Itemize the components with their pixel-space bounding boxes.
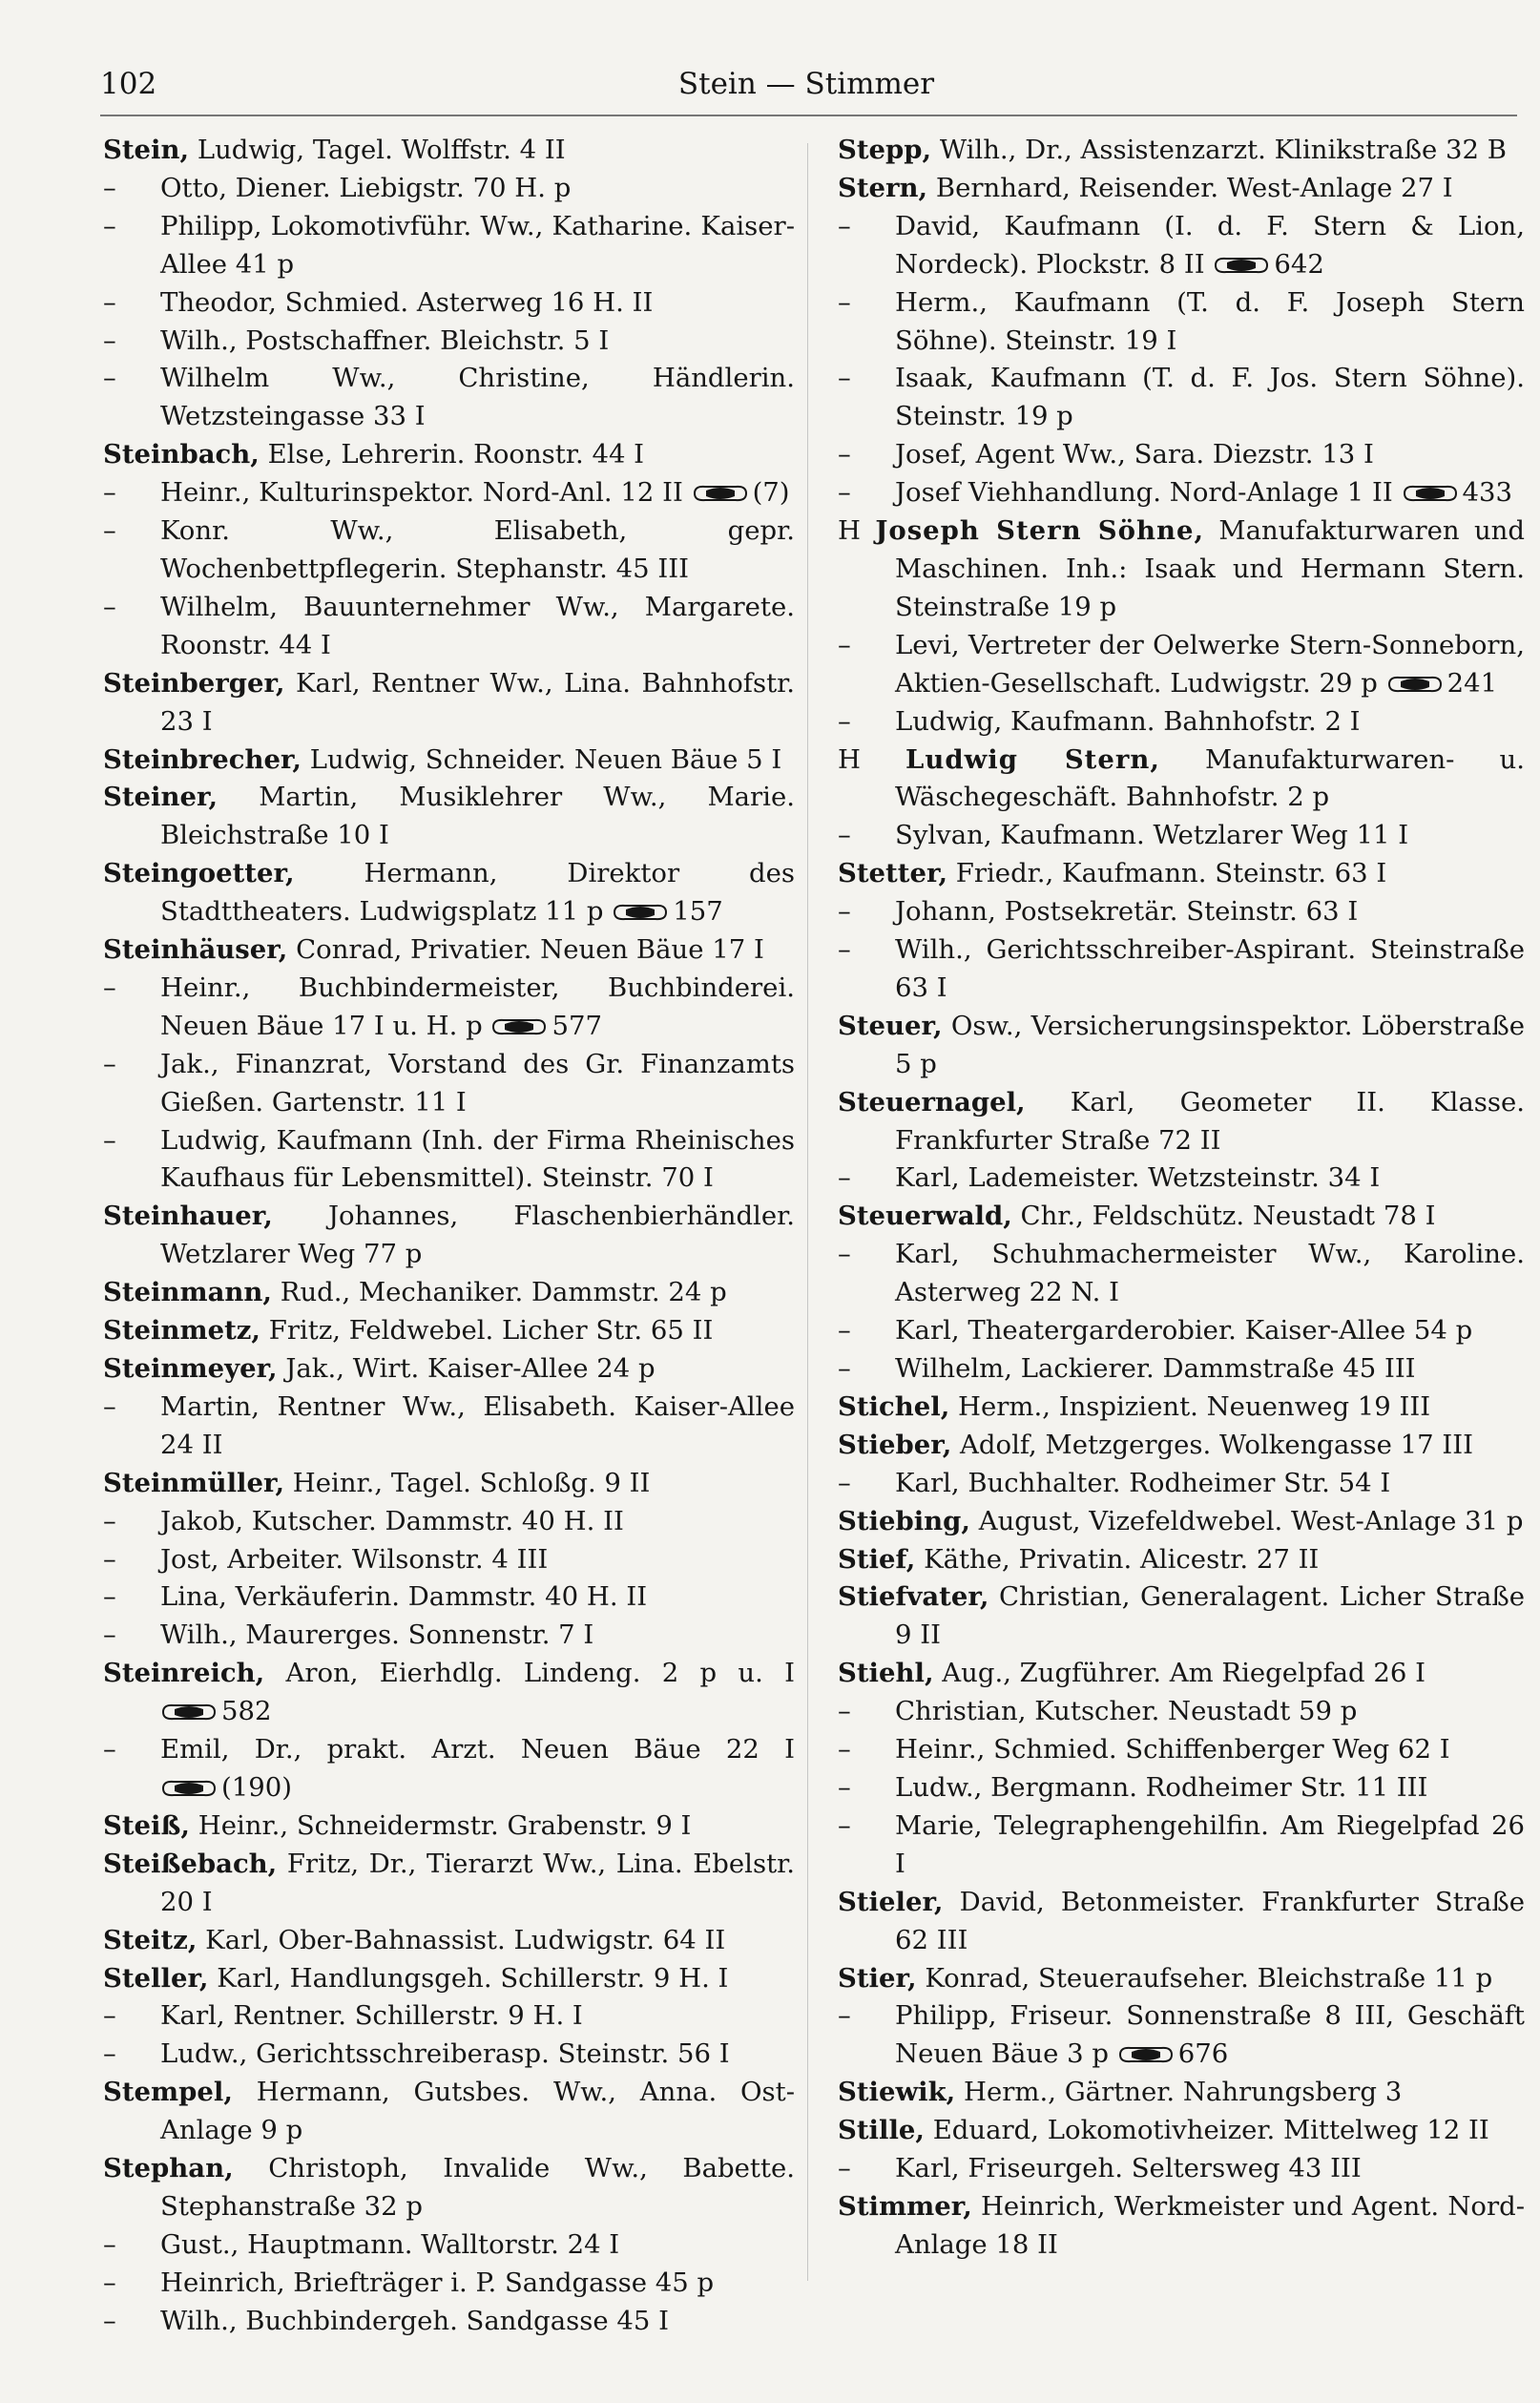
entry-details: Lina, Verkäuferin. Dammstr. 40 H. II <box>160 1581 648 1613</box>
directory-entry <box>838 1008 1525 1084</box>
phone-number-text: (190) <box>221 1771 292 1803</box>
entry-details: Gust., Hauptmann. Walltorstr. 24 I <box>160 2228 620 2260</box>
entry-details: David, Kaufmann (I. d. F. Stern & Lion, Nordeck). Plockstr. 8 II <box>895 210 1525 280</box>
ditto-dash: – <box>838 1315 851 1347</box>
entry-surname: Stiefvater, <box>838 1581 989 1613</box>
entry-details: Josef Viehhandlung. Nord-Anlage 1 II <box>895 477 1393 509</box>
directory-entry <box>838 1389 1525 1427</box>
entry-surname: Stichel, <box>838 1390 950 1422</box>
directory-entry <box>103 1541 795 1579</box>
entry-details: Conrad, Privatier. Neuen Bäue 17 I <box>296 934 764 966</box>
directory-entry <box>103 1960 795 1998</box>
ditto-dash: – <box>103 1505 116 1536</box>
directory-entry <box>103 665 795 742</box>
telephone-symbol-icon <box>612 902 669 923</box>
ditto-dash: – <box>103 2228 116 2260</box>
entry-surname: Stimmer, <box>838 2190 972 2222</box>
directory-entry <box>103 931 795 970</box>
entry-details: Jak., Wirt. Kaiser-Allee 24 p <box>285 1353 656 1384</box>
directory-entry <box>103 1997 795 2036</box>
entry-details: Aug., Zugführer. Am Riegelpfad 26 I <box>942 1658 1426 1689</box>
phone-number <box>612 896 723 927</box>
entry-details: Friedr., Kaufmann. Steinstr. 63 I <box>955 858 1387 889</box>
entry-details: Ludwig, Kaufmann. Bahnhofstr. 2 I <box>895 705 1361 737</box>
directory-entry <box>838 1655 1525 1693</box>
entry-details: Else, Lehrerin. Roonstr. 44 I <box>267 439 645 470</box>
directory-entry <box>103 1617 795 1655</box>
entry-surname: Steiner, <box>103 782 219 813</box>
directory-entry <box>838 703 1525 742</box>
entry-details: Jak., Finanzrat, Vorstand des Gr. Finanzamts Gießen. Gartenstr. 11 I <box>160 1048 795 1118</box>
ditto-dash: – <box>103 1619 116 1651</box>
directory-entry <box>838 1769 1525 1807</box>
entry-details: Heinr., Schmied. Schiffenberger Weg 62 I <box>895 1734 1450 1766</box>
entry-surname: Steinbrecher, <box>103 743 302 775</box>
ditto-dash: – <box>103 1124 116 1156</box>
entry-surname: Steitz, <box>103 1924 198 1955</box>
directory-entry <box>103 1465 795 1503</box>
ditto-dash: – <box>838 1696 851 1727</box>
entry-details: Otto, Diener. Liebigstr. 70 H. p <box>160 172 572 203</box>
ditto-dash: – <box>838 896 851 928</box>
ditto-dash: – <box>838 477 851 509</box>
entry-surname: Steinmann, <box>103 1277 272 1308</box>
entry-details: Heinr., Schneidermstr. Grabenstr. 9 I <box>198 1809 692 1841</box>
page-number: 102 <box>100 67 157 101</box>
entry-details: Johann, Postsekretär. Steinstr. 63 I <box>895 896 1359 928</box>
directory-entry <box>838 1693 1525 1731</box>
entry-details: Christian, Generalagent. Licher Straße 9 II <box>895 1581 1525 1651</box>
directory-entry <box>103 474 795 512</box>
entry-details: Karl, Ober-Bahnassist. Ludwigstr. 64 II <box>205 1924 726 1955</box>
directory-entry <box>838 855 1525 893</box>
ditto-dash: – <box>103 477 116 509</box>
phone-number <box>490 1011 602 1041</box>
page-header <box>100 67 1512 113</box>
entry-surname: Stetter, <box>838 858 948 889</box>
entry-surname: Stein, <box>103 135 190 165</box>
directory-entry <box>838 931 1525 1008</box>
entry-details: Karl, Schuhmachermeister Ww., Karoline. Asterweg 22 N. I <box>895 1239 1525 1308</box>
telephone-symbol-icon <box>1117 2044 1175 2065</box>
entry-surname: Steuerwald, <box>838 1201 1012 1232</box>
directory-entry <box>838 512 1525 627</box>
ditto-dash: – <box>103 2305 116 2336</box>
phone-number-text: 157 <box>673 896 723 928</box>
directory-entry <box>838 1312 1525 1350</box>
directory-entry <box>103 360 795 436</box>
entry-surname: Steuer, <box>838 1010 943 1041</box>
entry-details: Wilh., Postschaffner. Bleichstr. 5 I <box>160 324 610 356</box>
ditto-dash: – <box>838 439 851 470</box>
entry-surname: Stiebing, <box>838 1505 970 1536</box>
ditto-dash: – <box>103 972 116 1003</box>
entry-surname: Steingoetter, <box>103 858 295 889</box>
directory-entry <box>838 1807 1525 1884</box>
entry-surname: Stern, <box>838 172 928 203</box>
directory-entry <box>838 2112 1525 2150</box>
ditto-dash: – <box>103 286 116 318</box>
ditto-dash: – <box>838 1809 851 1841</box>
directory-entry <box>103 1312 795 1350</box>
ditto-dash: – <box>103 2267 116 2298</box>
entry-surname: Stier, <box>838 1962 917 1994</box>
entry-details: Josef, Agent Ww., Sara. Diezstr. 13 I <box>895 439 1374 470</box>
entry-details: Martin, Rentner Ww., Elisabeth. Kaiser-Allee 24 II <box>160 1390 795 1460</box>
entry-details: Wilh., Dr., Assistenzarzt. Klinikstraße 32 B <box>939 135 1507 165</box>
ditto-dash: – <box>103 210 116 241</box>
ditto-dash: – <box>103 363 116 394</box>
entry-details: Rud., Mechaniker. Dammstr. 24 p <box>280 1277 727 1308</box>
entry-surname: Steinberger, <box>103 667 285 699</box>
entry-details: Osw., Versicherungsinspektor. Löberstraße 5 p <box>895 1010 1525 1079</box>
directory-entry <box>103 742 795 780</box>
entry-details: Jost, Arbeiter. Wilsonstr. 4 III <box>160 1543 549 1575</box>
entry-details: Philipp, Friseur. Sonnenstraße 8 III, Geschäft Neuen Bäue 3 p <box>895 2000 1525 2070</box>
directory-entry <box>103 1846 795 1922</box>
entry-details: Heinrich, Briefträger i. P. Sandgasse 45 p <box>160 2267 715 2298</box>
directory-entry <box>838 284 1525 361</box>
directory-entry <box>103 589 795 665</box>
directory-entry <box>838 1503 1525 1541</box>
entry-details: Manufakturwaren und Maschinen. Inh.: Isaak und Hermann Stern. Steinstraße 19 p <box>895 515 1525 622</box>
ditto-dash: – <box>103 172 116 203</box>
phone-number <box>1213 249 1324 280</box>
entry-details: August, Vizefeldwebel. West-Anlage 31 p <box>978 1505 1524 1536</box>
telephone-symbol-icon <box>160 1702 218 1723</box>
phone-number-text: (7) <box>752 477 790 509</box>
entry-details: Ludwig, Tagel. Wolffstr. 4 II <box>197 135 566 165</box>
directory-entry <box>103 132 795 170</box>
directory-entry <box>103 1350 795 1389</box>
entry-surname: Stiehl, <box>838 1658 934 1689</box>
directory-entry <box>103 1389 795 1465</box>
ditto-dash: – <box>838 286 851 318</box>
telephone-symbol-icon <box>1402 483 1459 504</box>
entry-details: Levi, Vertreter der Oelwerke Stern-Sonneborn, Aktien-Gesellschaft. Ludwigstr. 29 p <box>895 629 1525 699</box>
right-column <box>838 132 1525 2265</box>
phone-number <box>692 477 790 508</box>
directory-entry <box>103 1046 795 1122</box>
entry-details: Jakob, Kutscher. Dammstr. 40 H. II <box>160 1505 624 1536</box>
directory-entry <box>838 2188 1525 2265</box>
entry-details: Wilh., Buchbindergeh. Sandgasse 45 I <box>160 2305 669 2336</box>
entry-details: Konr. Ww., Elisabeth, gepr. Wochenbettpflegerin. Stephanstr. 45 III <box>160 515 795 584</box>
directory-entry <box>838 627 1525 703</box>
entry-details: David, Betonmeister. Frankfurter Straße 62 III <box>895 1886 1525 1955</box>
directory-entry <box>838 1160 1525 1198</box>
ditto-dash: – <box>103 2000 116 2032</box>
phone-number-text: 433 <box>1462 477 1513 509</box>
directory-entry <box>838 1084 1525 1160</box>
directory-entry <box>103 1731 795 1807</box>
left-column <box>103 132 795 2341</box>
directory-entry <box>103 170 795 208</box>
ditto-dash: – <box>838 210 851 241</box>
directory-entry <box>838 170 1525 208</box>
entry-surname: Stempel, <box>103 2077 233 2108</box>
directory-entry <box>838 742 1525 818</box>
directory-entry <box>103 1807 795 1846</box>
ditto-dash: – <box>838 1771 851 1803</box>
phone-number-text: 676 <box>1177 2038 1229 2070</box>
directory-entry <box>103 779 795 855</box>
phone-number-text: 577 <box>551 1010 602 1041</box>
entry-details: Philipp, Lokomotivführ. Ww., Katharine. Kaiser-Allee 41 p <box>160 210 795 280</box>
directory-entry <box>838 1465 1525 1503</box>
entry-details: Hermann, Direktor des Stadttheaters. Ludwigsplatz 11 p <box>160 858 795 928</box>
entry-details: Karl, Buchhalter. Rodheimer Str. 54 I <box>895 1467 1391 1498</box>
entry-details: Manufakturwaren- u. Wäschegeschäft. Bahnhofstr. 2 p <box>895 743 1525 813</box>
entry-details: Herm., Inspizient. Neuenweg 19 III <box>958 1390 1431 1422</box>
entry-details: Heinrich, Werkmeister und Agent. Nord-Anlage 18 II <box>895 2190 1525 2260</box>
directory-entry <box>838 1350 1525 1389</box>
ditto-dash: – <box>838 934 851 966</box>
entry-details: Heinr., Kulturinspektor. Nord-Anl. 12 II <box>160 477 683 509</box>
directory-entry <box>103 436 795 474</box>
directory-entry <box>838 360 1525 436</box>
entry-surname: Steinhäuser, <box>103 934 288 966</box>
directory-entry <box>103 2074 795 2150</box>
entry-details: Isaak, Kaufmann (T. d. F. Jos. Stern Söhne). Steinstr. 19 p <box>895 363 1525 432</box>
ditto-dash: – <box>838 2153 851 2184</box>
telephone-symbol-icon <box>490 1016 548 1037</box>
ditto-dash: – <box>838 1467 851 1498</box>
ditto-dash: – <box>838 705 851 737</box>
directory-entry <box>103 1655 795 1731</box>
ditto-dash: – <box>103 591 116 622</box>
phone-number <box>1117 2038 1229 2069</box>
entry-surname: Steinbach, <box>103 439 260 470</box>
directory-entry <box>103 1503 795 1541</box>
entry-firm-name: Joseph Stern Söhne, <box>875 515 1205 547</box>
entry-details: Heinr., Buchbindermeister, Buchbinderei. Neuen Bäue 17 I u. H. p <box>160 972 795 1041</box>
entry-surname: Stieber, <box>838 1429 952 1460</box>
phone-number <box>1386 668 1498 699</box>
directory-entry <box>103 855 795 931</box>
directory-entry <box>838 1884 1525 1960</box>
telephone-symbol-icon <box>1386 674 1444 695</box>
entry-surname: Steiß, <box>103 1809 190 1841</box>
entry-details: Chr., Feldschütz. Neustadt 78 I <box>1020 1201 1436 1232</box>
entry-details: Adolf, Metzgerges. Wolkengasse 17 III <box>960 1429 1473 1460</box>
entry-details: Käthe, Privatin. Alicestr. 27 II <box>924 1543 1320 1575</box>
directory-entry <box>838 1997 1525 2074</box>
ditto-dash: – <box>103 1734 116 1766</box>
entry-details: Wilhelm Ww., Christine, Händlerin. Wetzsteingasse 33 I <box>160 363 795 432</box>
telephone-symbol-icon <box>160 1778 218 1799</box>
directory-entry <box>103 2036 795 2074</box>
entry-surname: Stieler, <box>838 1886 944 1917</box>
directory-entry <box>838 2074 1525 2112</box>
directory-entry <box>838 2150 1525 2188</box>
entry-surname: Steinmetz, <box>103 1315 260 1347</box>
entry-prefix: H <box>838 743 861 775</box>
entry-surname: Steinmüller, <box>103 1467 285 1498</box>
entry-details: Karl, Theatergarderobier. Kaiser-Allee 54 p <box>895 1315 1473 1347</box>
entry-surname: Steller, <box>103 1962 209 1994</box>
entry-details: Christian, Kutscher. Neustadt 59 p <box>895 1696 1358 1727</box>
entry-details: Karl, Rentner Ww., Lina. Bahnhofstr. 23 I <box>160 667 795 737</box>
entry-details: Wilh., Gerichtsschreiber-Aspirant. Steinstraße 63 I <box>895 934 1525 1003</box>
phone-number <box>160 1772 292 1803</box>
directory-entry <box>838 208 1525 284</box>
entry-details: Christoph, Invalide Ww., Babette. Stephanstraße 32 p <box>160 2153 795 2222</box>
directory-entry <box>838 474 1525 512</box>
entry-details: Bernhard, Reisender. West-Anlage 27 I <box>935 172 1453 203</box>
header-rule <box>100 115 1517 116</box>
entry-details: Theodor, Schmied. Asterweg 16 H. II <box>160 286 654 318</box>
directory-entry <box>103 208 795 284</box>
directory-entry <box>103 2150 795 2226</box>
entry-details: Ludwig, Kaufmann (Inh. der Firma Rheinisches Kaufhaus für Lebensmittel). Steinstr. 70 I <box>160 1124 795 1194</box>
ditto-dash: – <box>838 2000 851 2032</box>
entry-surname: Stephan, <box>103 2153 234 2184</box>
entry-prefix: H <box>838 515 861 547</box>
ditto-dash: – <box>838 1734 851 1766</box>
entry-surname: Steinreich, <box>103 1658 265 1689</box>
directory-entry <box>103 284 795 323</box>
entry-surname: Steuernagel, <box>838 1086 1026 1118</box>
entry-details: Karl, Friseurgeh. Seltersweg 43 III <box>895 2153 1362 2184</box>
ditto-dash: – <box>838 1239 851 1270</box>
entry-details: Fritz, Dr., Tierarzt Ww., Lina. Ebelstr. 20 I <box>160 1848 795 1917</box>
directory-entry <box>838 436 1525 474</box>
directory-entry <box>838 1427 1525 1465</box>
directory-entry <box>838 1960 1525 1998</box>
phone-number <box>1402 477 1513 508</box>
entry-details: Ludw., Gerichtsschreiberasp. Steinstr. 56 I <box>160 2038 730 2070</box>
entry-details: Ludwig, Schneider. Neuen Bäue 5 I <box>309 743 782 775</box>
entry-details: Wilhelm, Bauunternehmer Ww., Margarete. Roonstr. 44 I <box>160 591 795 660</box>
entry-details: Emil, Dr., prakt. Arzt. Neuen Bäue 22 I <box>160 1734 795 1766</box>
entry-details: Johannes, Flaschenbierhändler. Wetzlarer Weg 77 p <box>160 1201 795 1270</box>
entry-surname: Steinhauer, <box>103 1201 273 1232</box>
entry-details: Heinr., Tagel. Schloßg. 9 II <box>292 1467 651 1498</box>
entry-details: Karl, Rentner. Schillerstr. 9 H. I <box>160 2000 583 2032</box>
phone-number <box>160 1696 272 1726</box>
directory-entry <box>103 2265 795 2303</box>
entry-details: Konrad, Steueraufseher. Bleichstraße 11 p <box>925 1962 1493 1994</box>
entry-details: Marie, Telegraphengehilfin. Am Riegelpfad 26 I <box>895 1809 1525 1879</box>
entry-details: Herm., Gärtner. Nahrungsberg 3 <box>964 2077 1403 2108</box>
entry-details: Wilh., Maurerges. Sonnenstr. 7 I <box>160 1619 594 1651</box>
entry-surname: Steißebach, <box>103 1848 278 1879</box>
directory-entry <box>103 2226 795 2265</box>
entry-details: Eduard, Lokomotivheizer. Mittelweg 12 II <box>932 2115 1489 2146</box>
ditto-dash: – <box>838 629 851 660</box>
directory-entry <box>838 817 1525 855</box>
directory-entry <box>838 1731 1525 1769</box>
telephone-symbol-icon <box>1213 255 1270 276</box>
ditto-dash: – <box>103 1543 116 1575</box>
entry-details: Wilhelm, Lackierer. Dammstraße 45 III <box>895 1353 1416 1384</box>
directory-entry <box>103 1274 795 1312</box>
ditto-dash: – <box>103 1581 116 1613</box>
ditto-dash: – <box>838 1162 851 1194</box>
column-divider <box>807 143 808 2281</box>
entry-details: Karl, Handlungsgeh. Schillerstr. 9 H. I <box>217 1962 729 1994</box>
entry-surname: Stepp, <box>838 135 932 165</box>
directory-entry <box>838 893 1525 931</box>
entry-details: Aron, Eierhdlg. Lindeng. 2 p u. I <box>285 1658 796 1689</box>
entry-firm-name: Ludwig Stern, <box>905 743 1160 775</box>
entry-details: Hermann, Gutsbes. Ww., Anna. Ost-Anlage 9 p <box>160 2077 795 2146</box>
telephone-symbol-icon <box>692 483 749 504</box>
directory-entry <box>103 1122 795 1199</box>
phone-number-text: 582 <box>221 1696 272 1727</box>
entry-surname: Stille, <box>838 2115 925 2146</box>
entry-surname: Stief, <box>838 1543 916 1575</box>
ditto-dash: – <box>838 1353 851 1384</box>
entry-details: Fritz, Feldwebel. Licher Str. 65 II <box>268 1315 714 1347</box>
directory-entry <box>838 1198 1525 1236</box>
phone-number-text: 642 <box>1274 248 1324 280</box>
phone-number-text: 241 <box>1446 667 1498 699</box>
entry-surname: Stiewik, <box>838 2077 956 2108</box>
directory-entry <box>103 323 795 361</box>
directory-entry <box>838 1578 1525 1655</box>
ditto-dash: – <box>838 820 851 851</box>
ditto-dash: – <box>103 324 116 356</box>
directory-entry <box>103 512 795 589</box>
entry-details: Karl, Geometer II. Klasse. Frankfurter Straße 72 II <box>895 1086 1525 1156</box>
directory-entry <box>103 1198 795 1274</box>
directory-entry <box>838 1236 1525 1312</box>
entry-details: Karl, Lademeister. Wetzsteinstr. 34 I <box>895 1162 1381 1194</box>
entry-details: Ludw., Bergmann. Rodheimer Str. 11 III <box>895 1771 1428 1803</box>
directory-entry <box>103 1922 795 1960</box>
ditto-dash: – <box>838 363 851 394</box>
directory-entry <box>103 970 795 1046</box>
running-title: Stein — Stimmer <box>677 67 935 101</box>
directory-entry <box>838 1541 1525 1579</box>
directory-entry <box>103 1578 795 1617</box>
ditto-dash: – <box>103 515 116 547</box>
directory-entry <box>103 2303 795 2341</box>
entry-details: Sylvan, Kaufmann. Wetzlarer Weg 11 I <box>895 820 1409 851</box>
ditto-dash: – <box>103 1048 116 1079</box>
entry-surname: Steinmeyer, <box>103 1353 278 1384</box>
entry-details: Herm., Kaufmann (T. d. F. Joseph Stern Söhne). Steinstr. 19 I <box>895 286 1525 356</box>
directory-entry <box>838 132 1525 170</box>
entry-details: Martin, Musiklehrer Ww., Marie. Bleichstraße 10 I <box>160 782 795 851</box>
ditto-dash: – <box>103 1390 116 1422</box>
ditto-dash: – <box>103 2038 116 2070</box>
